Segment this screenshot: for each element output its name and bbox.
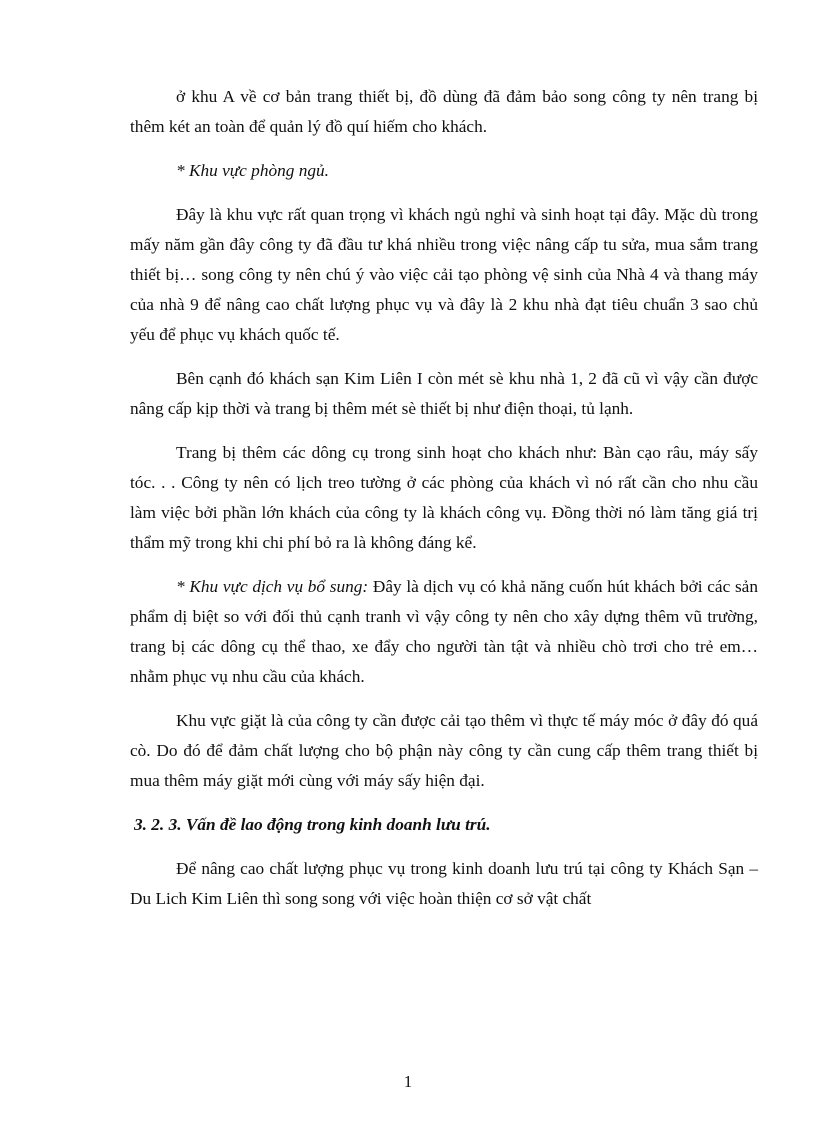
paragraph-laundry-area: Khu vực giặt là của công ty cần được cải tạo thêm vì thực tế máy móc ở đây đó quá cò. Do đó để đảm chất lượng cho bộ phận này công ty cần cung cấp thêm trang thiết bị mua thêm máy giặt mới cùng với máy sấy hiện đại. bbox=[130, 711, 758, 790]
paragraph-labor-issue: Để nâng cao chất lượng phục vụ trong kinh doanh lưu trú tại công ty Khách Sạn – Du Lich Kim Liên thì song song với việc hoàn thiện cơ sở vật chất bbox=[130, 859, 758, 908]
page-number: 1 bbox=[403, 1072, 413, 1091]
section-heading-3-2-3: 3. 2. 3. Vấn đề lao động trong kinh doanh lưu trú. bbox=[134, 815, 491, 834]
paragraph-safe-deposit: ở khu A về cơ bản trang thiết bị, đồ dùng đã đảm bảo song công ty nên trang bị thêm két an toàn để quản lý đồ quí hiếm cho khách. bbox=[130, 87, 758, 136]
body-text bbox=[130, 82, 758, 914]
supplementary-services-body: Đây là dịch vụ có khả năng cuốn hút khách bởi các sản phẩm dị biệt so với đối thủ cạnh tranh vì vậy công ty nên cho xây dựng thêm vũ trường, trang bị các dông cụ thể thao, xe đẩy cho người tàn tật và nhiều chò trơi cho trẻ em… nhằm phục vụ nhu cầu của khách. bbox=[130, 577, 758, 686]
supplementary-services-label: * Khu vực dịch vụ bổ sung: bbox=[176, 577, 369, 596]
paragraph-guest-amenities: Trang bị thêm các dông cụ trong sinh hoạt cho khách như: Bàn cạo râu, máy sấy tóc. . . Công ty nên có lịch treo tường ở các phòng của khách vì nó rất cần cho nhu cầu làm việc bởi phần lớn khách của công ty là khách công vụ. Đồng thời nó làm tăng giá trị thẩm mỹ trong khi chi phí bỏ ra là không đáng kể. bbox=[130, 443, 758, 552]
paragraph-bedroom-importance: Đây là khu vực rất quan trọng vì khách ngủ nghỉ và sinh hoạt tại đây. Mặc dù trong mấy năm gần đây công ty đã đầu tư khá nhiều trong việc nâng cấp tu sửa, mua sắm trang thiết bị… song công ty nên chú ý vào việc cải tạo phòng vệ sinh của Nhà 4 và thang máy của nhà 9 để nâng cao chất lượng phục vụ và đây là 2 khu nhà đạt tiêu chuẩn 3 sao chủ yếu để phục vụ khách quốc tế. bbox=[130, 205, 758, 344]
subheading-bedroom-area: * Khu vực phòng ngủ. bbox=[176, 161, 329, 180]
paragraph-kim-lien-upgrade: Bên cạnh đó khách sạn Kim Liên I còn mét sè khu nhà 1, 2 đã cũ vì vậy cần được nâng cấp kịp thời và trang bị thêm mét sè thiết bị như điện thoại, tủ lạnh. bbox=[130, 369, 758, 418]
paragraph-supplementary-services bbox=[130, 572, 758, 692]
